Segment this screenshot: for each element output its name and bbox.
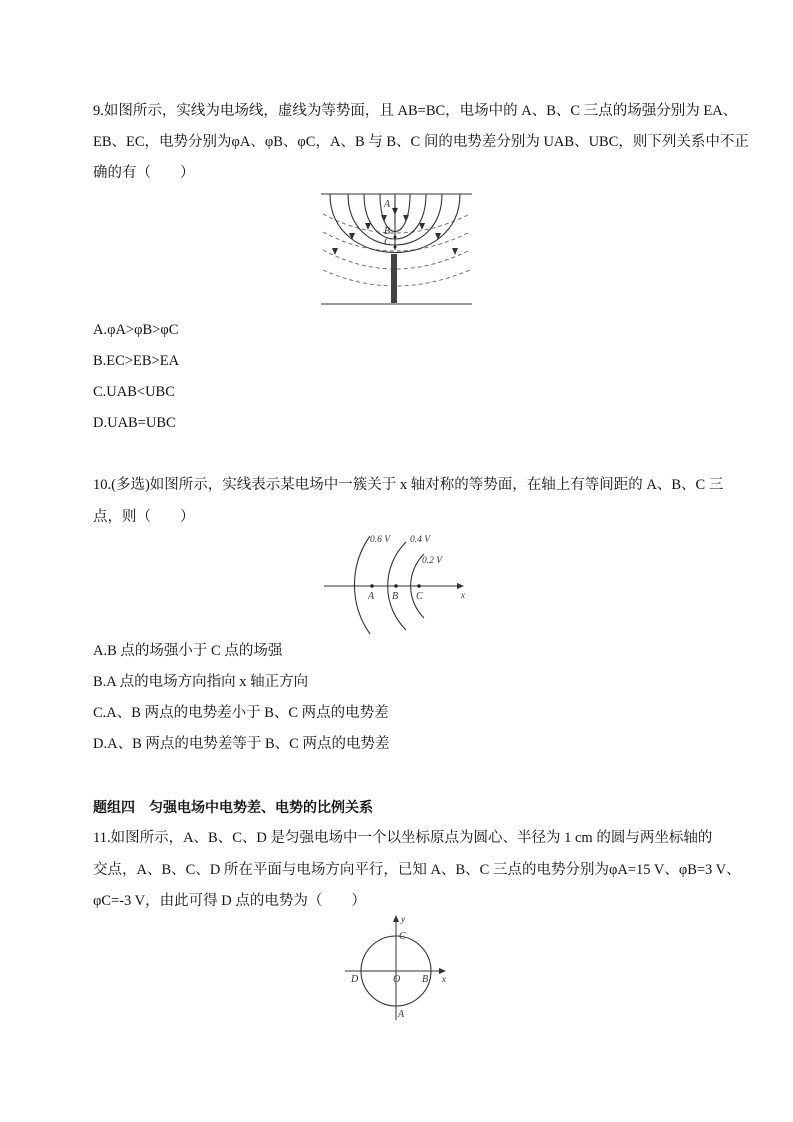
q10-stem-line-1: 10.(多选)如图所示，实线表示某电场中一簇关于 x 轴对称的等势面，在轴上有等间距的 A、B、C 三 (93, 477, 724, 493)
q10-point-b (394, 584, 398, 588)
q9-point-a (394, 208, 397, 211)
q10-label-x: x (461, 590, 465, 600)
q11-label-a: A (398, 1009, 405, 1020)
q9-label-b: B (384, 226, 391, 237)
q11-label-d: D (351, 974, 359, 985)
q10-option-d: D.A、B 两点的电势差等于 B、C 两点的电势差 (93, 736, 390, 752)
q10-label-0.6v: 0.6 V (370, 535, 391, 545)
q9-point-c (394, 246, 397, 249)
q10-label-0.2v: 0.2 V (422, 556, 443, 566)
q11-label-c: C (399, 931, 406, 942)
q10-equipotential-curves (354, 536, 424, 634)
q10-equipotential-figure (322, 530, 472, 636)
q9-stem-line-3: 确的有（ ） (93, 165, 195, 181)
q9-charged-rod (391, 254, 397, 303)
q9-option-c: C.UAB<UBC (93, 384, 175, 400)
q9-stem-line-2: EB、EC，电势分别为φA、φB、φC，A、B 与 B、C 间的电势差分别为 UAB、UBC，则下列关系中不正 (93, 134, 749, 150)
q10-option-a: A.B 点的场强小于 C 点的场强 (93, 643, 283, 659)
q10-label-a: A (368, 591, 375, 602)
section4-heading: 题组四 匀强电场中电势差、电势的比例关系 (93, 799, 373, 815)
q11-label-o: O (393, 974, 401, 985)
q11-label-x: x (442, 974, 446, 984)
q10-point-a (370, 584, 374, 588)
q9-option-d: D.UAB=UBC (93, 415, 176, 431)
q11-label-b: B (422, 974, 429, 985)
q9-label-c: C (384, 237, 391, 248)
q9-field-figure (320, 192, 473, 306)
q9-label-a: A (384, 199, 391, 210)
q10-option-b: B.A 点的电场方向指向 x 轴正方向 (93, 674, 309, 690)
q10-point-c (417, 584, 421, 588)
q11-y-axis-arrow (393, 915, 399, 922)
q11-circle-figure (343, 912, 453, 1022)
q9-option-b: B.EC>EB>EA (93, 353, 180, 369)
q9-point-b (394, 236, 397, 239)
q11-label-y: y (401, 914, 405, 924)
q11-stem-line-3: φC=-3 V，由此可得 D 点的电势为（ ） (93, 893, 366, 909)
q10-stem-line-2: 点，则（ ） (93, 509, 195, 525)
q11-stem-line-1: 11.如图所示，A、B、C、D 是匀强电场中一个以坐标原点为圆心、半径为 1 cm 的圆与两坐标轴的 (93, 830, 713, 846)
q9-option-a: A.φA>φB>φC (93, 322, 179, 338)
q10-x-axis-arrow (457, 583, 464, 589)
q10-option-c: C.A、B 两点的电势差小于 B、C 两点的电势差 (93, 705, 389, 721)
q10-label-0.4v: 0.4 V (410, 535, 431, 545)
q10-label-b: B (392, 591, 399, 602)
q9-stem-line-1: 9.如图所示，实线为电场线，虚线为等势面，且 AB=BC，电场中的 A、B、C 三点的场强分别为 EA、 (93, 103, 738, 119)
q10-label-c: C (416, 591, 423, 602)
q11-stem-line-2: 交点，A、B、C、D 所在平面与电场方向平行，已知 A、B、C 三点的电势分别为φA=15 V、φB=3 V、 (93, 862, 741, 878)
